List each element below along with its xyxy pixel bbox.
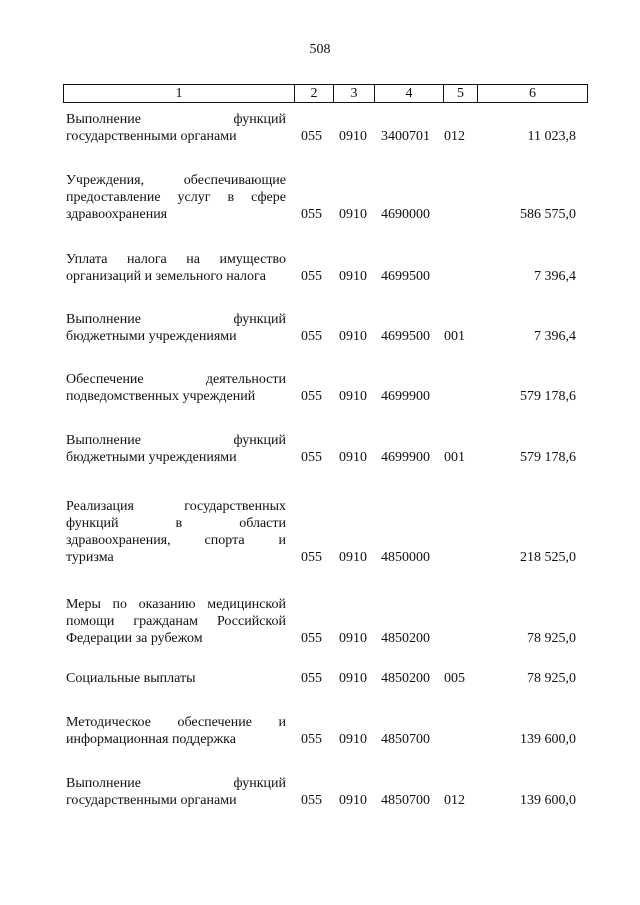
description-line: Реализация государственных [66, 499, 286, 514]
target-article-code: 4699500 [381, 269, 430, 284]
section-code: 0910 [339, 207, 367, 222]
description-line: Социальные выплаты [66, 671, 196, 686]
chapter-code: 055 [301, 207, 322, 222]
expense-type-code: 001 [444, 450, 465, 465]
amount: 586 575,0 [520, 207, 576, 222]
target-article-code: 4690000 [381, 207, 430, 222]
row-description [66, 432, 286, 466]
description-line: организаций и земельного налога [66, 269, 266, 284]
target-article-code: 4850200 [381, 631, 430, 646]
chapter-code: 055 [301, 550, 322, 565]
column-header-row [64, 85, 588, 103]
page-number: 508 [309, 42, 331, 57]
amount: 579 178,6 [520, 389, 576, 404]
description-line: помощи гражданам Российской [66, 614, 286, 629]
description-line: Выполнение функций [66, 776, 286, 791]
amount: 7 396,4 [534, 269, 576, 284]
chapter-code: 055 [301, 269, 322, 284]
chapter-code: 055 [301, 450, 322, 465]
expense-type-code: 005 [444, 671, 465, 686]
expense-type-code: 012 [444, 129, 465, 144]
row-description [66, 311, 286, 345]
column-header-4: 4 [375, 85, 444, 103]
column-header-5: 5 [444, 85, 478, 103]
section-code: 0910 [339, 389, 367, 404]
amount: 11 023,8 [527, 129, 576, 144]
description-line: Меры по оказанию медицинской [66, 597, 286, 612]
description-line: бюджетными учреждениями [66, 450, 237, 465]
chapter-code: 055 [301, 793, 322, 808]
column-header-1: 1 [64, 85, 295, 103]
description-line: Выполнение функций [66, 433, 286, 448]
section-code: 0910 [339, 793, 367, 808]
target-article-code: 4699900 [381, 450, 430, 465]
section-code: 0910 [339, 329, 367, 344]
amount: 78 925,0 [527, 631, 576, 646]
section-code: 0910 [339, 550, 367, 565]
target-article-code: 4850700 [381, 732, 430, 747]
column-header-6: 6 [478, 85, 588, 103]
chapter-code: 055 [301, 389, 322, 404]
description-line: Уплата налога на имущество [66, 252, 286, 267]
description-line: Выполнение функций [66, 112, 286, 127]
description-line: бюджетными учреждениями [66, 329, 237, 344]
section-code: 0910 [339, 129, 367, 144]
amount: 218 525,0 [520, 550, 576, 565]
target-article-code: 4699900 [381, 389, 430, 404]
target-article-code: 4850200 [381, 671, 430, 686]
amount: 78 925,0 [527, 671, 576, 686]
amount: 139 600,0 [520, 793, 576, 808]
description-line: Федерации за рубежом [66, 631, 203, 646]
description-line: государственными органами [66, 793, 237, 808]
target-article-code: 4850000 [381, 550, 430, 565]
chapter-code: 055 [301, 329, 322, 344]
description-line: здравоохранения, спорта и [66, 533, 286, 548]
chapter-code: 055 [301, 732, 322, 747]
description-line: Методическое обеспечение и [66, 715, 286, 730]
amount: 579 178,6 [520, 450, 576, 465]
expense-type-code: 001 [444, 329, 465, 344]
chapter-code: 055 [301, 671, 322, 686]
description-line: Обеспечение деятельности [66, 372, 286, 387]
description-line: функций в области [66, 516, 286, 531]
description-line: предоставление услуг в сфере [66, 190, 286, 205]
target-article-code: 4699500 [381, 329, 430, 344]
section-code: 0910 [339, 269, 367, 284]
target-article-code: 4850700 [381, 793, 430, 808]
row-description [66, 670, 286, 687]
row-description [66, 111, 286, 145]
row-description [66, 371, 286, 405]
description-line: Выполнение функций [66, 312, 286, 327]
column-header-3: 3 [334, 85, 375, 103]
column-header-table [63, 84, 588, 103]
row-description [66, 172, 286, 223]
description-line: информационная поддержка [66, 732, 236, 747]
row-description [66, 775, 286, 809]
row-description [66, 596, 286, 647]
target-article-code: 3400701 [381, 129, 430, 144]
section-code: 0910 [339, 450, 367, 465]
section-code: 0910 [339, 631, 367, 646]
amount: 7 396,4 [534, 329, 576, 344]
section-code: 0910 [339, 732, 367, 747]
row-description [66, 714, 286, 748]
description-line: государственными органами [66, 129, 237, 144]
description-line: подведомственных учреждений [66, 389, 256, 404]
description-line: туризма [66, 550, 114, 565]
column-header-2: 2 [295, 85, 334, 103]
chapter-code: 055 [301, 631, 322, 646]
description-line: Учреждения, обеспечивающие [66, 173, 286, 188]
expense-type-code: 012 [444, 793, 465, 808]
row-description [66, 251, 286, 285]
section-code: 0910 [339, 671, 367, 686]
chapter-code: 055 [301, 129, 322, 144]
description-line: здравоохранения [66, 207, 168, 222]
amount: 139 600,0 [520, 732, 576, 747]
row-description [66, 498, 286, 566]
